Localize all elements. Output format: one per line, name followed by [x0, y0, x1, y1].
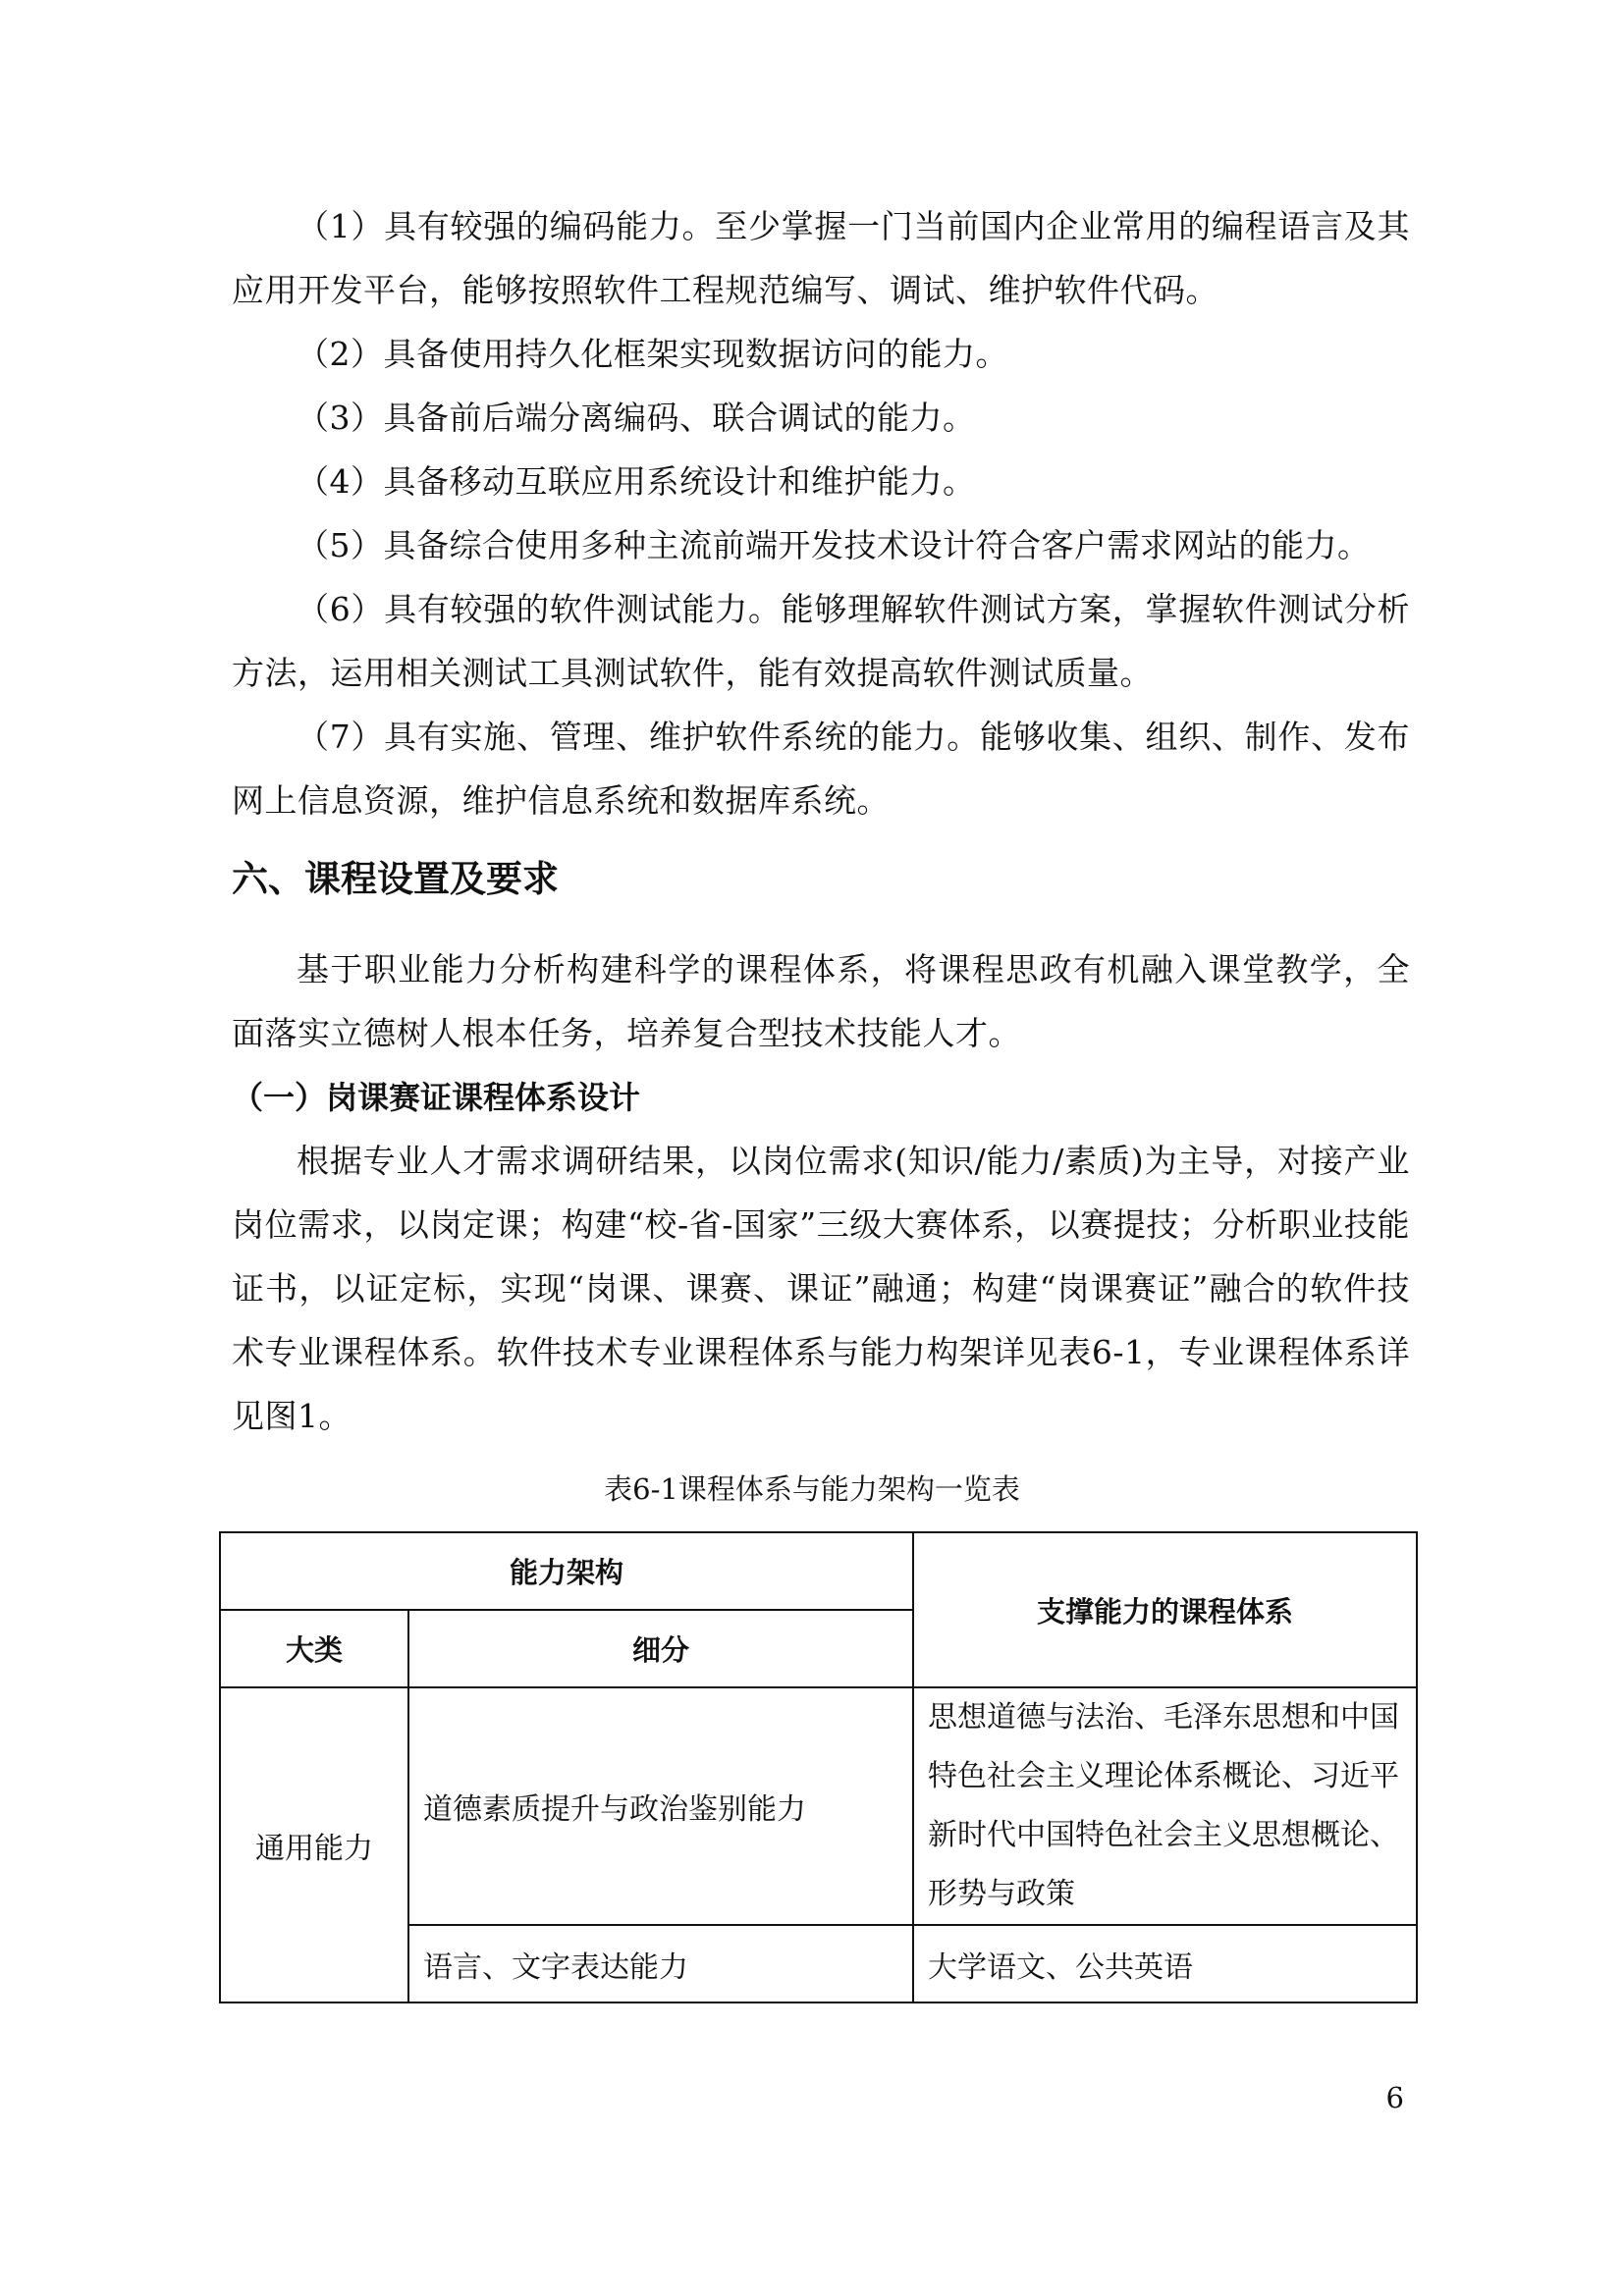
support-cell: 思想道德与法治、毛泽东思想和中国特色社会主义理论体系概论、习近平新时代中国特色社会主义思想概论、形势与政策	[913, 1687, 1417, 1925]
category-cell: 通用能力	[220, 1687, 408, 2002]
section-heading: 六、课程设置及要求	[232, 858, 559, 900]
ability-item-7: （7）具有实施、管理、维护软件系统的能力。能够收集、组织、制作、发布网上信息资源，维护信息系统和数据库系统。	[232, 718, 1410, 820]
ability-item-1: （1）具有较强的编码能力。至少掌握一门当前国内企业常用的编程语言及其应用开发平台，能够按照软件工程规范编写、调试、维护软件代码。	[232, 207, 1410, 309]
header-detail: 细分	[408, 1610, 913, 1687]
support-cell: 大学语文、公共英语	[913, 1925, 1417, 2002]
header-category: 大类	[220, 1610, 408, 1687]
ability-item-5: （5）具备综合使用多种主流前端开发技术设计符合客户需求网站的能力。	[297, 526, 1371, 564]
table-row	[220, 1687, 1417, 1925]
ability-item-6: （6）具有较强的软件测试能力。能够理解软件测试方案，掌握软件测试分析方法，运用相关测试工具测试软件，能有效提高软件测试质量。	[232, 590, 1410, 692]
section-intro: 基于职业能力分析构建科学的课程体系，将课程思政有机融入课堂教学，全面落实立德树人根本任务，培养复合型技术技能人才。	[232, 950, 1410, 1052]
subsection-heading: （一）岗课赛证课程体系设计	[232, 1079, 641, 1116]
course-ability-table	[219, 1531, 1418, 2003]
header-supporting-courses: 支撑能力的课程体系	[913, 1532, 1417, 1687]
table-header-row	[220, 1532, 1417, 1610]
subsection-body: 根据专业人才需求调研结果，以岗位需求(知识/能力/素质)为主导，对接产业岗位需求，以岗定课；构建“校-省-国家”三级大赛体系，以赛提技；分析职业技能证书，以证定标，实现“岗课、课赛、课证”融通；构建“岗课赛证”融合的软件技术专业课程体系。软件技术专业课程体系与能力构架详见表6-1，专业课程体系详见图1。	[232, 1142, 1410, 1435]
ability-item-2: （2）具备使用持久化框架实现数据访问的能力。	[297, 335, 1008, 373]
table-caption: 表6-1课程体系与能力架构一览表	[604, 1472, 1020, 1506]
ability-item-4: （4）具备移动互联应用系统设计和维护能力。	[297, 462, 976, 501]
ability-item-3: （3）具备前后端分离编码、联合调试的能力。	[297, 399, 976, 437]
header-ability-architecture: 能力架构	[220, 1532, 913, 1610]
detail-cell: 道德素质提升与政治鉴别能力	[408, 1687, 913, 1925]
page-number: 6	[1385, 2081, 1404, 2114]
detail-cell: 语言、文字表达能力	[408, 1925, 913, 2002]
